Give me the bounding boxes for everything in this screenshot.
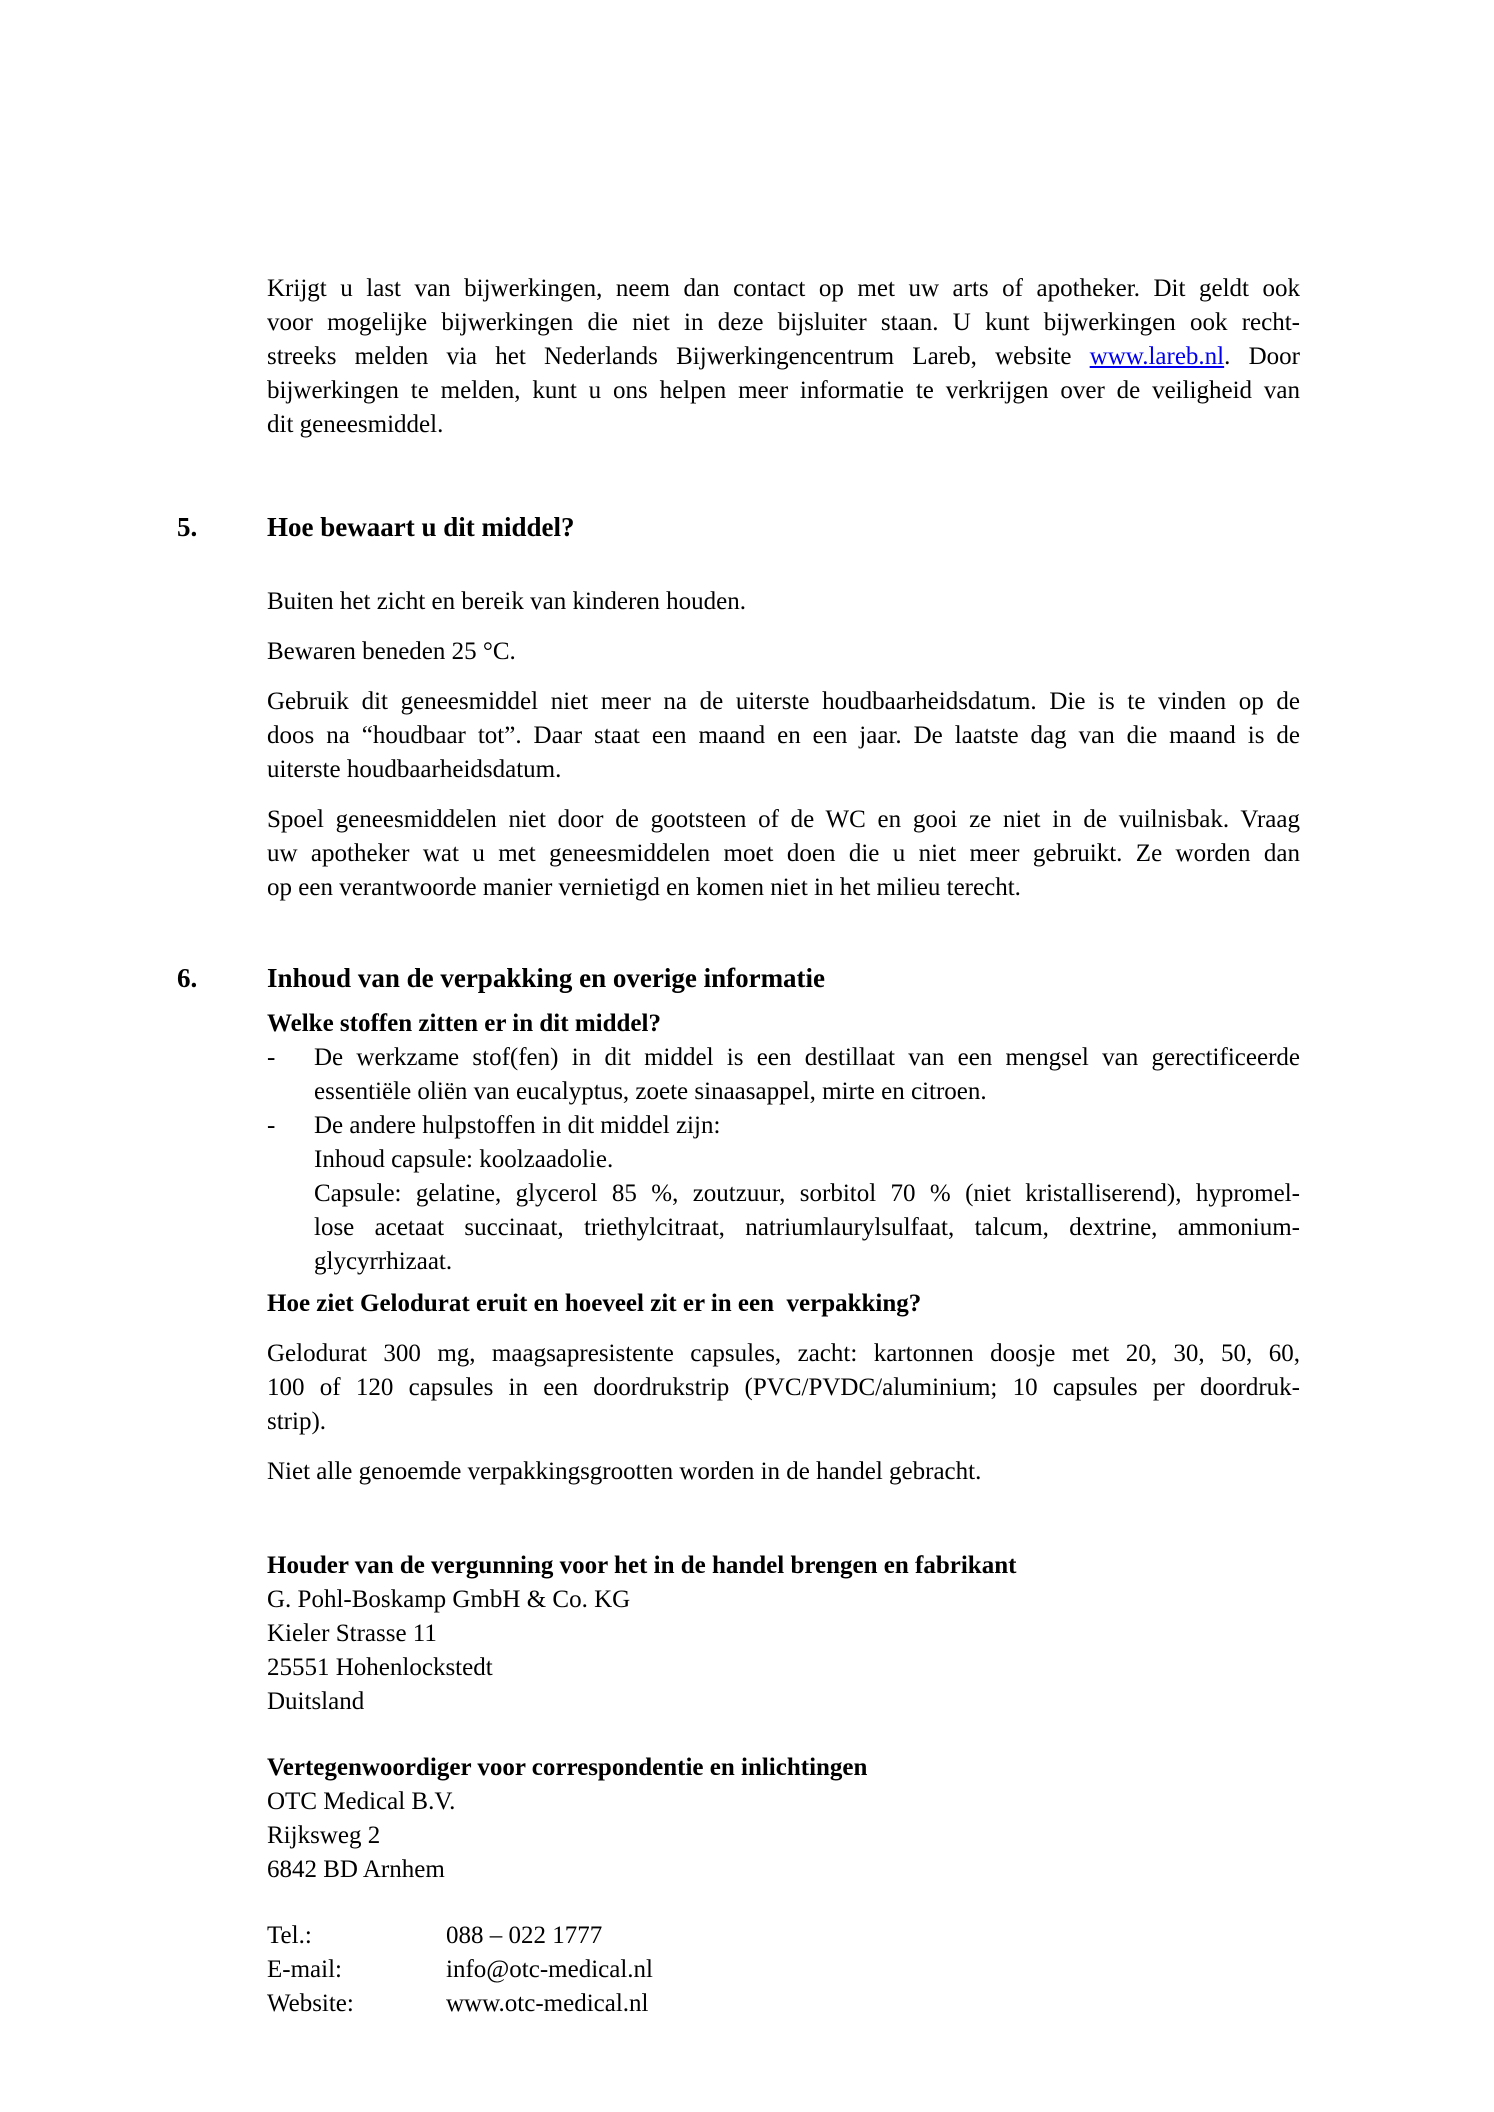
section-5-heading (177, 510, 1300, 544)
contact-row-website (267, 1987, 1300, 2021)
lareb-website-link[interactable]: www.lareb.nl (1089, 343, 1225, 370)
paragraph-line: Gelodurat 300 mg, maagsapresistente capsules, zacht: kartonnen doosje met 20, 30, 50, 60, (267, 1340, 1300, 1367)
paragraph-line: doos na “houdbaar tot”. Daar staat een maand en een jaar. De laatste dag van die maand is de (267, 722, 1300, 749)
paragraph-line: strip). (267, 1408, 327, 1435)
paragraph-line: bijwerkingen te melden, kunt u ons helpen meer informatie te verkrijgen over de veiligheid van (267, 377, 1300, 404)
contact-row-tel (267, 1919, 1300, 1953)
contact-block (267, 1919, 1300, 2021)
page-content (177, 272, 1300, 2021)
ingredient-item-active (267, 1041, 1300, 1109)
ingredients-list (267, 1041, 1300, 1279)
paragraph-line: voor mogelijke bijwerkingen die niet in deze bijsluiter staan. U kunt bijwerkingen ook recht- (267, 309, 1300, 336)
license-holder-heading: Houder van de vergunning voor het in de handel brengen en fabrikant (267, 1552, 1017, 1579)
paragraph-line-text: . Door (1224, 343, 1300, 370)
address-line: Rijksweg 2 (267, 1822, 381, 1849)
address-line: 6842 BD Arnhem (267, 1856, 445, 1883)
address-line: Duitsland (267, 1688, 365, 1715)
representative-heading: Vertegenwoordiger voor correspondentie en inlichtingen (267, 1754, 868, 1781)
side-effects-reporting-paragraph (267, 272, 1300, 442)
section-6-heading (177, 961, 1300, 995)
substances-heading: Welke stoffen zitten er in dit middel? (267, 1010, 661, 1037)
email-label: E-mail: (267, 1956, 342, 1983)
section-5-number: 5. (177, 512, 198, 542)
paragraph-line: Gebruik dit geneesmiddel niet meer na de uiterste houdbaarheidsdatum. Die is te vinden op de (267, 688, 1300, 715)
list-item-line: glycyrrhizaat. (314, 1248, 453, 1275)
list-item-line: Inhoud capsule: koolzaadolie. (314, 1146, 614, 1173)
website-label: Website: (267, 1990, 354, 2017)
list-item-line: essentiële oliën van eucalyptus, zoete sinaasappel, mirte en citroen. (314, 1078, 987, 1105)
list-item-line: lose acetaat succinaat, triethylcitraat, natriumlaurylsulfaat, talcum, dextrine, ammonium- (314, 1214, 1300, 1241)
storage-disposal-paragraph (267, 803, 1300, 905)
license-holder-address (267, 1583, 1300, 1719)
list-item-line: Capsule: gelatine, glycerol 85 %, zoutzuur, sorbitol 70 % (niet kristalliserend), hypromel- (314, 1180, 1300, 1207)
bullet-dash: - (267, 1112, 276, 1139)
paragraph-line: op een verantwoorde manier vernietigd en komen niet in het milieu terecht. (267, 874, 1021, 901)
list-item-text: De andere hulpstoffen in dit middel zijn: (314, 1112, 721, 1139)
storage-expiry-paragraph (267, 685, 1300, 787)
address-line: G. Pohl-Boskamp GmbH & Co. KG (267, 1586, 631, 1613)
address-line: OTC Medical B.V. (267, 1788, 456, 1815)
bullet-dash: - (267, 1044, 276, 1071)
paragraph-line: uw apotheker wat u met geneesmiddelen moet doen die u niet meer gebruikt. Ze worden dan (267, 840, 1300, 867)
paragraph-line: Spoel geneesmiddelen niet door de gootsteen of de WC en gooi ze niet in de vuilnisbak. Vraag (267, 806, 1300, 833)
storage-keep-out-of-reach: Buiten het zicht en bereik van kinderen houden. (267, 588, 747, 615)
paragraph-line: Krijgt u last van bijwerkingen, neem dan contact op met uw arts of apotheker. Dit geldt ook (267, 275, 1300, 302)
paragraph-line-text: streeks melden via het Nederlands Bijwerkingencentrum Lareb, website (267, 343, 1090, 370)
list-item-text: De werkzame stof(fen) in dit middel is een destillaat van een mengsel van gerectificeerde (314, 1044, 1300, 1071)
list-item-line (267, 1109, 1300, 1143)
list-item-line (267, 1041, 1300, 1075)
paragraph-line (267, 340, 1300, 374)
paragraph-line: uiterste houdbaarheidsdatum. (267, 756, 562, 783)
storage-temperature: Bewaren beneden 25 °C. (267, 638, 516, 665)
email-value: info@otc-medical.nl (446, 1956, 653, 1983)
ingredient-item-excipients (267, 1109, 1300, 1279)
availability-note: Niet alle genoemde verpakkingsgrootten worden in de handel gebracht. (267, 1458, 982, 1485)
representative-address (267, 1785, 1300, 1887)
contact-row-email (267, 1953, 1300, 1987)
address-line: Kieler Strasse 11 (267, 1620, 437, 1647)
section-6-title: Inhoud van de verpakking en overige informatie (267, 963, 826, 993)
paragraph-line: 100 of 120 capsules in een doordrukstrip (PVC/PVDC/aluminium; 10 capsules per doordruk- (267, 1374, 1300, 1401)
section-5-title: Hoe bewaart u dit middel? (267, 512, 575, 542)
website-value: www.otc-medical.nl (446, 1990, 649, 2017)
tel-label: Tel.: (267, 1922, 312, 1949)
address-line: 25551 Hohenlockstedt (267, 1654, 493, 1681)
pack-description-paragraph (267, 1337, 1300, 1439)
paragraph-line: dit geneesmiddel. (267, 411, 444, 438)
appearance-heading: Hoe ziet Gelodurat eruit en hoeveel zit er in een verpakking? (267, 1290, 922, 1317)
section-6-number: 6. (177, 963, 198, 993)
tel-value: 088 – 022 1777 (446, 1922, 603, 1949)
